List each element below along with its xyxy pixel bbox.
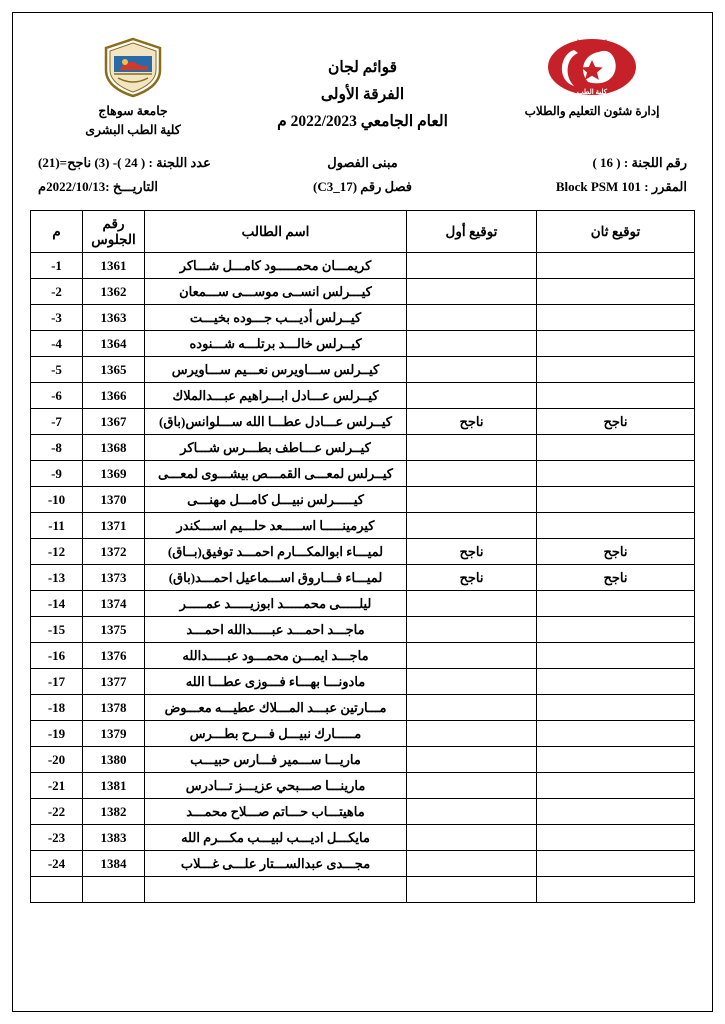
cell-sign1	[407, 591, 537, 617]
cell-sign1	[407, 305, 537, 331]
cell-sign2: ناجح	[537, 565, 695, 591]
header-index: م	[31, 211, 83, 253]
table-row	[31, 669, 695, 695]
header-right-block	[497, 36, 687, 121]
cell-student-name: كيــرلس عـــاطف بطـــرس شـــاكر	[145, 435, 407, 461]
cell-index: -6	[31, 383, 83, 409]
table-row	[31, 747, 695, 773]
cell-student-name: مـــارتين عبـــد المـــلاك عطيـــه معـــوض	[145, 695, 407, 721]
cell-index: -5	[31, 357, 83, 383]
cell-sign2	[537, 643, 695, 669]
cell-sign1	[407, 669, 537, 695]
cell-sign2	[537, 435, 695, 461]
exam-date: التاريـــخ :2022/10/13م	[38, 179, 159, 195]
course-value: Block PSM 101	[555, 179, 642, 195]
table-row	[31, 305, 695, 331]
cell-sign2	[537, 721, 695, 747]
cell-index	[31, 877, 83, 903]
cell-student-name: ماريـــا ســـمير فـــارس حبيـــب	[145, 747, 407, 773]
cell-sign2	[537, 851, 695, 877]
header-seat-line1: رقم	[102, 216, 125, 232]
cell-student-name: لميـــاء ابوالمكـــارم احمـــد توفيق(بــاق)	[145, 539, 407, 565]
cell-seat-number: 1361	[83, 253, 145, 279]
cell-index: -7	[31, 409, 83, 435]
table-row	[31, 799, 695, 825]
exam-info-block	[30, 151, 695, 200]
cell-sign1	[407, 487, 537, 513]
cell-index: -18	[31, 695, 83, 721]
cell-index: -20	[31, 747, 83, 773]
cell-student-name: ماجـــد ايمـــن محمـــود عبـــــدالله	[145, 643, 407, 669]
cell-sign1	[407, 617, 537, 643]
table-row	[31, 591, 695, 617]
header-seat-number	[83, 211, 145, 253]
svg-text:كلية الطب: كلية الطب	[577, 88, 607, 96]
cell-student-name: مارينـــا صـــبحي عزيـــز تـــادرس	[145, 773, 407, 799]
students-roster-table	[30, 210, 695, 903]
cell-seat-number	[83, 877, 145, 903]
cell-student-name: لميـــاء فـــاروق اســـماعيل احمـــد(باق)	[145, 565, 407, 591]
cell-sign2	[537, 487, 695, 513]
svg-text:جامعة سوهاج: جامعة سوهاج	[572, 39, 612, 47]
cell-sign1: ناجح	[407, 539, 537, 565]
table-header-row	[31, 211, 695, 253]
cell-index: -24	[31, 851, 83, 877]
course-label: المقرر :	[644, 179, 687, 195]
table-row	[31, 253, 695, 279]
cell-index: -19	[31, 721, 83, 747]
cell-index: -1	[31, 253, 83, 279]
cell-index: -23	[31, 825, 83, 851]
red-crescent-logo	[497, 36, 687, 98]
cell-sign1	[407, 357, 537, 383]
cell-sign2	[537, 591, 695, 617]
cell-student-name: كيـــرلس انســى موســـى ســـمعان	[145, 279, 407, 305]
table-row	[31, 279, 695, 305]
cell-sign1	[407, 461, 537, 487]
cell-student-name	[145, 877, 407, 903]
header-sign1: توقيع أول	[407, 211, 537, 253]
header-university-name: جامعة سوهاج	[98, 104, 168, 118]
table-row	[31, 851, 695, 877]
header-left-block	[38, 36, 228, 141]
table-row	[31, 331, 695, 357]
cell-seat-number: 1368	[83, 435, 145, 461]
document-header	[30, 30, 695, 141]
cell-student-name: مادونـــا بهـــاء فـــوزى عطـــا الله	[145, 669, 407, 695]
cell-student-name: كيــرلس لمعـــى القمـــص بيشـــوى لمعـــى	[145, 461, 407, 487]
cell-sign2: ناجح	[537, 409, 695, 435]
cell-sign1	[407, 799, 537, 825]
cell-seat-number: 1382	[83, 799, 145, 825]
cell-seat-number: 1383	[83, 825, 145, 851]
cell-index: -12	[31, 539, 83, 565]
cell-student-name: كريمـــان محمـــــود كامـــل شـــاكر	[145, 253, 407, 279]
building-name: مبنى الفصول	[327, 154, 398, 170]
cell-student-name: كيــرلس أديـــب جـــوده بخيـــت	[145, 305, 407, 331]
cell-sign2	[537, 773, 695, 799]
cell-index: -8	[31, 435, 83, 461]
header-seat-line2: الجلوس	[91, 231, 136, 247]
table-row	[31, 617, 695, 643]
cell-sign2	[537, 799, 695, 825]
cell-student-name: مـــــارك نبيـــل فـــرح بطـــرس	[145, 721, 407, 747]
info-row-2	[38, 175, 687, 200]
cell-sign2	[537, 877, 695, 903]
cell-sign2	[537, 461, 695, 487]
cell-seat-number: 1380	[83, 747, 145, 773]
table-row	[31, 643, 695, 669]
cell-index: -22	[31, 799, 83, 825]
cell-seat-number: 1367	[83, 409, 145, 435]
cell-index: -3	[31, 305, 83, 331]
cell-sign1	[407, 825, 537, 851]
cell-seat-number: 1373	[83, 565, 145, 591]
cell-seat-number: 1371	[83, 513, 145, 539]
cell-seat-number: 1362	[83, 279, 145, 305]
cell-index: -9	[31, 461, 83, 487]
cell-seat-number: 1372	[83, 539, 145, 565]
cell-sign2	[537, 513, 695, 539]
cell-seat-number: 1378	[83, 695, 145, 721]
cell-sign1: ناجح	[407, 565, 537, 591]
cell-sign1: ناجح	[407, 409, 537, 435]
table-row	[31, 565, 695, 591]
table-row	[31, 721, 695, 747]
cell-seat-number: 1369	[83, 461, 145, 487]
title-line-3: العام الجامعي 2022/2023 م	[277, 113, 448, 131]
cell-student-name: كيــرلس عـــادل ابـــراهيم عبـــدالملاك	[145, 383, 407, 409]
page-content	[30, 30, 695, 903]
cell-sign2: ناجح	[537, 539, 695, 565]
cell-sign1	[407, 279, 537, 305]
table-row	[31, 695, 695, 721]
cell-sign2	[537, 669, 695, 695]
committee-count: عدد اللجنة : ( 24 )- (3) ناجح=(21)	[38, 154, 211, 170]
cell-student-name: كيــرلس ســـاويرس نعـــيم ســـاويرس	[145, 357, 407, 383]
cell-index: -13	[31, 565, 83, 591]
cell-student-name: ليلـــــى محمـــــد ابوزيـــــد عمـــــر	[145, 591, 407, 617]
cell-sign2	[537, 617, 695, 643]
table-row	[31, 357, 695, 383]
cell-sign2	[537, 253, 695, 279]
table-row	[31, 773, 695, 799]
info-row-1	[38, 151, 687, 176]
cell-index: -11	[31, 513, 83, 539]
cell-index: -4	[31, 331, 83, 357]
table-row	[31, 435, 695, 461]
cell-sign1	[407, 695, 537, 721]
room-number: فصل رقم (C3_17)	[312, 179, 413, 195]
cell-seat-number: 1384	[83, 851, 145, 877]
cell-seat-number: 1381	[83, 773, 145, 799]
cell-sign2	[537, 279, 695, 305]
table-row	[31, 539, 695, 565]
title-line-2: الفرقة الأولى	[320, 86, 405, 104]
cell-index: -16	[31, 643, 83, 669]
table-row	[31, 877, 695, 903]
cell-sign1	[407, 851, 537, 877]
committee-number: رقم اللجنة : ( 16 )	[592, 154, 687, 170]
cell-index: -10	[31, 487, 83, 513]
cell-seat-number: 1365	[83, 357, 145, 383]
course-field	[473, 175, 687, 200]
cell-index: -14	[31, 591, 83, 617]
table-row	[31, 825, 695, 851]
cell-seat-number: 1370	[83, 487, 145, 513]
cell-sign1	[407, 383, 537, 409]
cell-student-name: كيــرلس خالـــد برتلـــه شـــنوده	[145, 331, 407, 357]
cell-sign2	[537, 383, 695, 409]
cell-sign2	[537, 357, 695, 383]
cell-student-name: مايكـــل اديـــب لبيـــب مكـــرم الله	[145, 825, 407, 851]
cell-student-name: مجـــدى عبدالســـتار علـــى غـــلاب	[145, 851, 407, 877]
table-body	[31, 253, 695, 903]
cell-student-name: كيــرلس عـــادل عطـــا الله ســـلوانس(باق)	[145, 409, 407, 435]
cell-sign1	[407, 747, 537, 773]
cell-index: -2	[31, 279, 83, 305]
cell-student-name: كيرمينـــــا اســـــعد حلـــيم اســـكندر	[145, 513, 407, 539]
cell-sign1	[407, 435, 537, 461]
cell-seat-number: 1366	[83, 383, 145, 409]
cell-seat-number: 1374	[83, 591, 145, 617]
table-row	[31, 487, 695, 513]
cell-index: -21	[31, 773, 83, 799]
cell-sign1	[407, 877, 537, 903]
header-student-name: اسم الطالب	[145, 211, 407, 253]
cell-sign2	[537, 331, 695, 357]
university-seal-logo	[38, 36, 228, 98]
cell-sign1	[407, 773, 537, 799]
table-row	[31, 461, 695, 487]
header-title-block	[228, 36, 497, 135]
cell-sign1	[407, 331, 537, 357]
cell-sign2	[537, 305, 695, 331]
cell-seat-number: 1375	[83, 617, 145, 643]
cell-index: -17	[31, 669, 83, 695]
header-sign2: توقيع ثان	[537, 211, 695, 253]
cell-seat-number: 1363	[83, 305, 145, 331]
cell-seat-number: 1376	[83, 643, 145, 669]
cell-sign1	[407, 721, 537, 747]
cell-student-name: ماجـــد احمـــد عبـــــدالله احمـــد	[145, 617, 407, 643]
cell-student-name: كيـــــرلس نبيـــل كامـــل مهنـــى	[145, 487, 407, 513]
cell-sign2	[537, 695, 695, 721]
cell-seat-number: 1379	[83, 721, 145, 747]
table-row	[31, 383, 695, 409]
cell-index: -15	[31, 617, 83, 643]
cell-sign1	[407, 513, 537, 539]
cell-seat-number: 1364	[83, 331, 145, 357]
header-admin-text: إدارة شئون التعليم والطلاب	[524, 104, 660, 118]
cell-student-name: ماهيتـــاب حـــاتم صـــلاح محمـــد	[145, 799, 407, 825]
cell-seat-number: 1377	[83, 669, 145, 695]
table-row	[31, 409, 695, 435]
cell-sign1	[407, 253, 537, 279]
title-line-1: قوائم لجان	[327, 59, 398, 76]
cell-sign2	[537, 747, 695, 773]
cell-sign1	[407, 643, 537, 669]
table-row	[31, 513, 695, 539]
header-faculty-name: كلية الطب البشرى	[85, 123, 181, 138]
cell-sign2	[537, 825, 695, 851]
